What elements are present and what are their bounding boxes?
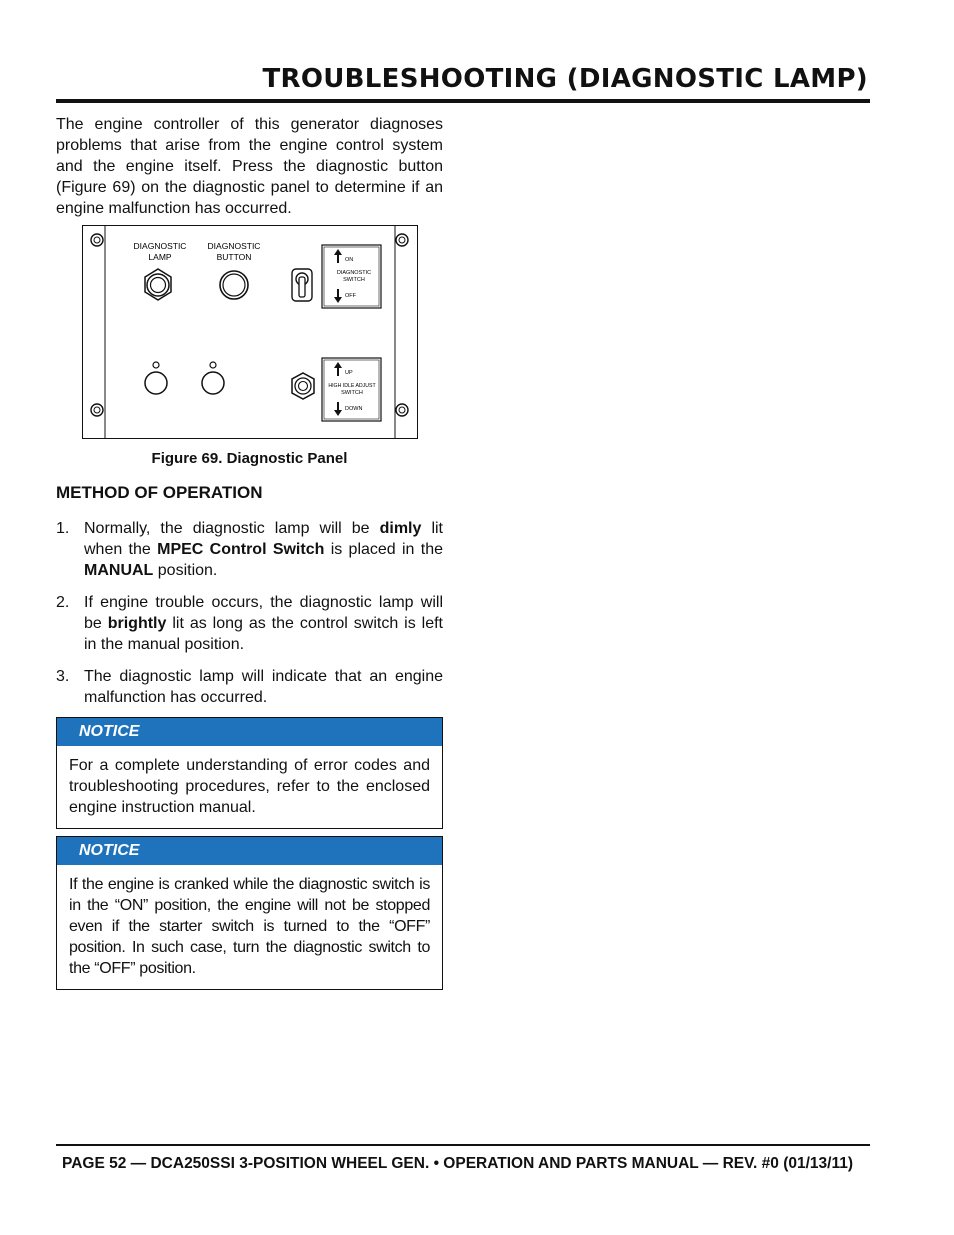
toggle-switch-icon (292, 269, 312, 301)
switch1-off-label: OFF (345, 293, 356, 299)
notice-box (56, 717, 443, 829)
list-item-number: 3. (56, 668, 70, 685)
title-rule (56, 99, 870, 103)
diagnostic-panel-figure (82, 225, 418, 439)
emphasis-text: brightly (107, 615, 167, 632)
emphasis-text: MPEC Control Switch (157, 541, 325, 558)
notice-header: NOTICE (57, 718, 442, 746)
notice-box (56, 836, 443, 990)
list-item-text: is placed in the (324, 541, 443, 558)
switch2-name: HIGH IDLE ADJUST (328, 383, 376, 389)
intro-paragraph: The engine controller of this generator diagnoses problems that arise from the engine control system and the engine itself. Press the diagnostic button (Figure 69) on the diagnostic panel to determine if an engine malfunction has occurred. (56, 116, 443, 217)
list-item-text: If engine trouble occurs, the diagnostic lamp will be (84, 594, 443, 632)
switch2-up-label: UP (345, 370, 353, 376)
figure-caption: Figure 69. Diagnostic Panel (151, 450, 348, 467)
lamp-label: DIAGNOSTIC (133, 241, 187, 251)
list-item (56, 666, 443, 708)
list-item (56, 592, 443, 655)
switch1-on-label: ON (345, 257, 354, 263)
list-item-number: 1. (56, 520, 70, 537)
switch1-name: DIAGNOSTIC (336, 270, 372, 276)
button-label: DIAGNOSTIC (207, 241, 261, 251)
notice-body: If the engine is cranked while the diagnostic switch is in the “ON” position, the engine will not be stopped even if the starter switch is turned to the “OFF” position. In such case, turn the diagnostic switch to the “OFF” position. (69, 876, 430, 977)
steps-list (56, 518, 443, 719)
emphasis-text: dimly (379, 520, 422, 537)
list-item (56, 518, 443, 581)
page-title: TROUBLESHOOTING (DIAGNOSTIC LAMP) (262, 64, 868, 94)
list-item-number: 2. (56, 594, 70, 611)
list-item-text: position. (153, 562, 218, 579)
switch2-name: SWITCH (341, 390, 363, 396)
diagnostic-button-icon (220, 271, 248, 299)
footer-rule (56, 1144, 870, 1146)
list-item-text: lit as long as the control switch is left in the manual position. (84, 615, 443, 653)
lamp-label: LAMP (148, 252, 172, 262)
switch1-name: SWITCH (343, 277, 365, 283)
button-label: BUTTON (216, 252, 252, 262)
emphasis-text: MANUAL (84, 562, 154, 579)
notice-header: NOTICE (57, 837, 442, 865)
high-idle-switch-icon (292, 373, 314, 399)
switch2-down-label: DOWN (345, 406, 363, 412)
list-item-text: lit when the (84, 520, 444, 558)
list-item-text: Normally, the diagnostic lamp will be (84, 520, 380, 537)
section-heading: METHOD OF OPERATION (56, 483, 263, 502)
notice-body: For a complete understanding of error codes and troubleshooting procedures, refer to the enclosed engine instruction manual. (69, 757, 430, 816)
page-footer: PAGE 52 — DCA250SSI 3-POSITION WHEEL GEN. • OPERATION AND PARTS MANUAL — REV. #0 (01/13/11) (62, 1155, 853, 1172)
list-item-text: The diagnostic lamp will indicate that an engine malfunction has occurred. (84, 668, 443, 706)
